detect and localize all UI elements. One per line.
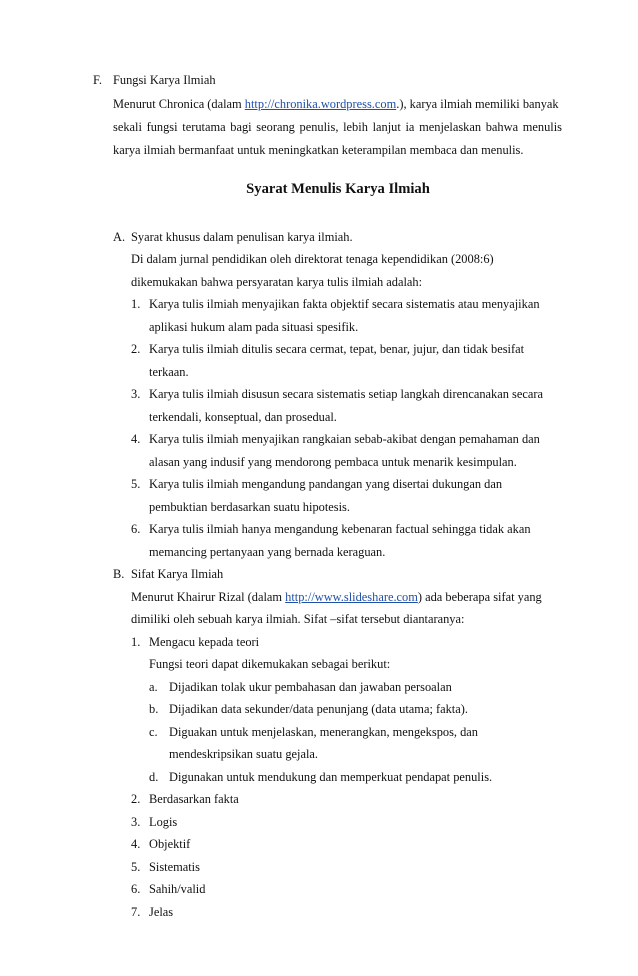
list-item-text: Mengacu kepada teori — [149, 635, 260, 649]
list-item-text: Karya tulis ilmiah menyajikan rangkaian sebab-akibat dengan pemahaman dan — [149, 432, 540, 446]
list-item-text: aplikasi hukum alam pada situasi spesifik. — [149, 320, 359, 334]
section-b-intro-line-2: dimiliki oleh sebuah karya ilmiah. Sifat –sifat tersebut diantaranya: — [131, 612, 465, 626]
sub-item-text: Digunakan untuk mendukung dan memperkuat pendapat penulis. — [169, 770, 493, 784]
sub-item-marker: b. — [149, 702, 159, 716]
list-item-number: 3. — [131, 815, 141, 829]
list-item-text: pembuktian berdasarkan suatu hipotesis. — [149, 500, 350, 514]
section-a-marker: A. — [113, 230, 126, 244]
list-item-number: 7. — [131, 905, 141, 919]
list-item-intro: Fungsi teori dapat dikemukakan sebagai berikut: — [149, 657, 391, 671]
list-item-number: 2. — [131, 792, 141, 806]
list-item-number: 4. — [131, 837, 141, 851]
list-item-text: Karya tulis ilmiah hanya mengandung kebenaran factual sehingga tidak akan — [149, 522, 531, 536]
list-item-text: terkaan. — [149, 365, 189, 379]
sub-item-text: Dijadikan tolak ukur pembahasan dan jawaban persoalan — [169, 680, 452, 694]
section-f-heading: Fungsi Karya Ilmiah — [113, 73, 216, 87]
sub-item-marker: d. — [149, 770, 159, 784]
section-f-paragraph-line-3: karya ilmiah bermanfaat untuk meningkatkan keterampilan membaca dan menulis. — [113, 143, 524, 157]
list-item-number: 5. — [131, 860, 141, 874]
list-item-text: terkendali, konseptual, dan prosedual. — [149, 410, 337, 424]
main-title: Syarat Menulis Karya Ilmiah — [246, 181, 430, 197]
sub-item-text: Dijadikan data sekunder/data penunjang (data utama; fakta). — [169, 702, 468, 716]
section-f-marker: F. — [93, 73, 102, 87]
list-item-text: Karya tulis ilmiah disusun secara sistematis setiap langkah direncanakan secara — [149, 387, 543, 401]
sub-item-marker: a. — [149, 680, 158, 694]
sub-item-text: Diguakan untuk menjelaskan, menerangkan, mengekspos, dan — [169, 725, 478, 739]
list-item-text: Sistematis — [149, 860, 200, 874]
list-item-text: memancing pertanyaan yang bernada keraguan. — [149, 545, 386, 559]
list-item-text: Logis — [149, 815, 178, 829]
list-item-number: 2. — [131, 342, 141, 356]
section-b-intro-line-1 — [131, 589, 542, 605]
list-item-number: 6. — [131, 522, 141, 536]
list-item-number: 3. — [131, 387, 141, 401]
paragraph-text: Menurut Chronica (dalam — [113, 97, 245, 111]
list-item-text: Objektif — [149, 837, 191, 851]
list-item-text: Karya tulis ilmiah mengandung pandangan yang disertai dukungan dan — [149, 477, 503, 491]
list-item-number: 6. — [131, 882, 141, 896]
sub-item-marker: c. — [149, 725, 158, 739]
section-a-intro-line-1: Di dalam jurnal pendidikan oleh direktorat tenaga kependidikan (2008:6) — [131, 252, 494, 266]
list-item-number: 1. — [131, 297, 141, 311]
section-f-paragraph-line-1 — [113, 96, 559, 112]
section-b-heading: Sifat Karya Ilmiah — [131, 567, 224, 581]
list-item-text: Karya tulis ilmiah ditulis secara cermat, tepat, benar, jujur, dan tidak besifat — [149, 342, 525, 356]
list-item-number: 4. — [131, 432, 141, 446]
slideshare-link[interactable]: http://www.slideshare.com — [285, 590, 418, 604]
paragraph-text: Menurut Khairur Rizal (dalam — [131, 590, 286, 604]
list-item-text: Sahih/valid — [149, 882, 206, 896]
section-a-heading: Syarat khusus dalam penulisan karya ilmiah. — [131, 230, 353, 244]
list-item-number: 5. — [131, 477, 141, 491]
paragraph-text: ) ada beberapa sifat yang — [417, 590, 542, 604]
paragraph-text: .), karya ilmiah memiliki banyak — [396, 97, 559, 111]
sub-item-text: mendeskripsikan suatu gejala. — [169, 747, 318, 761]
list-item-text: Berdasarkan fakta — [149, 792, 239, 806]
list-item-text: Jelas — [149, 905, 174, 919]
chronika-link[interactable]: http://chronika.wordpress.com — [244, 97, 397, 111]
section-f-paragraph-line-2: sekali fungsi terutama bagi seorang penulis, lebih lanjut ia menjelaskan bahwa menulis — [113, 120, 562, 134]
list-item-text: Karya tulis ilmiah menyajikan fakta objektif secara sistematis atau menyajikan — [149, 297, 540, 311]
section-b-marker: B. — [113, 567, 125, 581]
list-item-text: alasan yang indusif yang mendorong pembaca untuk menarik kesimpulan. — [149, 455, 517, 469]
section-a-intro-line-2: dikemukakan bahwa persyaratan karya tulis ilmiah adalah: — [131, 275, 423, 289]
list-item-number: 1. — [131, 635, 141, 649]
